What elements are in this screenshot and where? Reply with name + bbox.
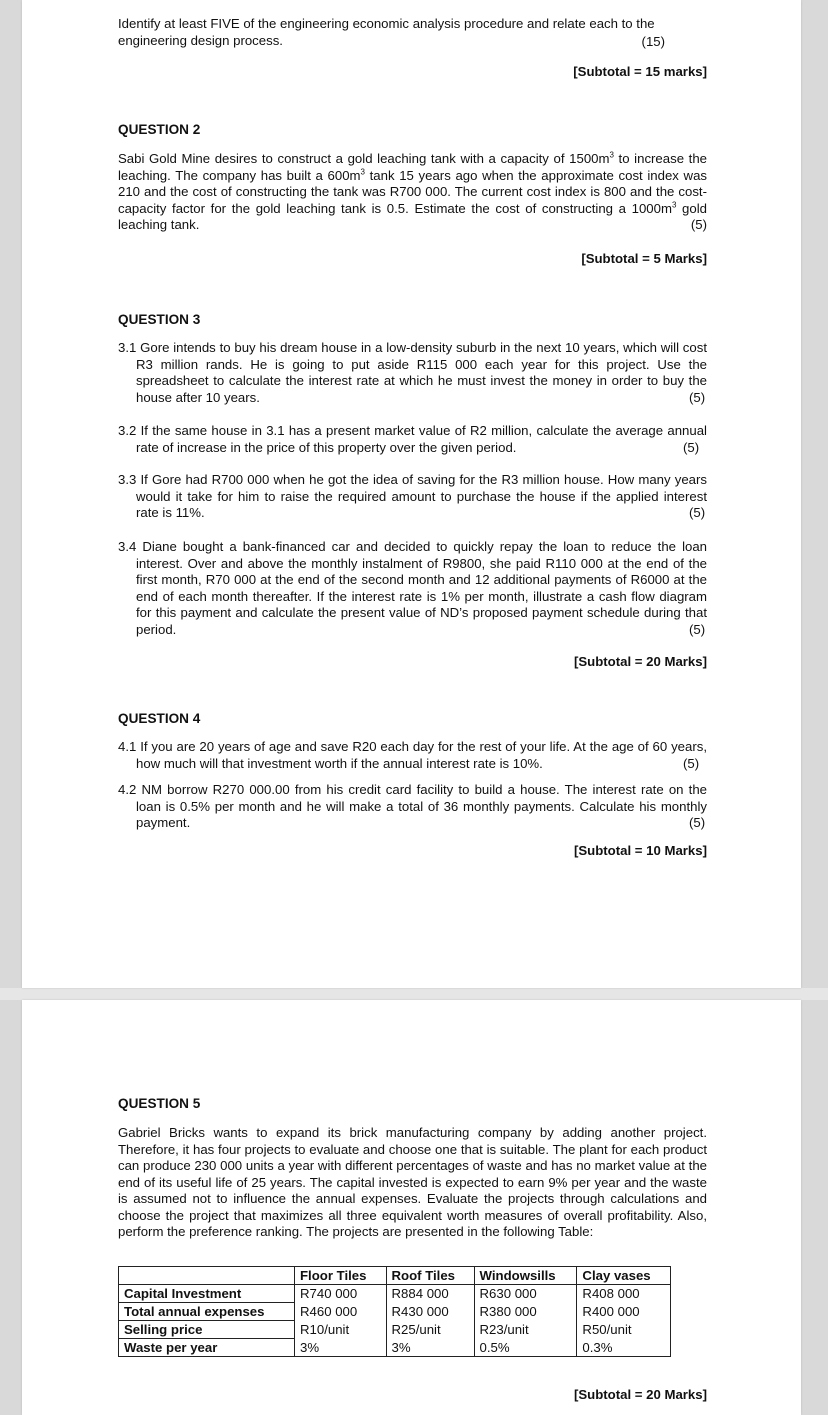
table-cell: 3% [295, 1339, 387, 1357]
question-1-mark-row [118, 34, 707, 51]
table-cell: R380 000 [474, 1303, 577, 1321]
question-5-text: Gabriel Bricks wants to expand its brick manufacturing company by adding another project. Therefore, it has four projects to evaluate and choose one that is suitable. The plant for each product can produce 230 000 units a year with different percentages of waste and has no market value at the end of its useful life of 25 years. The capital invested is expected to earn 9% per year and the waste is assumed not to influence the annual expenses. Evaluate the projects through calculations and choose the project that maximizes all three equivalent worth measures of overall profitability. Also, perform the preference ranking. The projects are presented in the following Table: [118, 1125, 707, 1239]
question-4-item-2: 4.2 NM borrow R270 000.00 from his credit card facility to build a house. The interest rate on the loan is 0.5% per month and he will make a total of 36 monthly payments. Calculate his monthly payment. (5) [118, 782, 707, 830]
table-row-label: Total annual expenses [119, 1303, 295, 1321]
table-cell: R740 000 [295, 1285, 387, 1303]
document-page-1 [22, 0, 801, 988]
question-3-item-4: 3.4 Diane bought a bank-financed car and decided to quickly repay the loan to reduce the loan interest. Over and above the monthly instalment of R9800, she paid R110 000 at the end of the first month, R70 000 at the end of the second month and 12 additional payments of R6000 at the end of each month thereafter. If the interest rate is 1% per month, illustrate a cash flow diagram for this payment and calculate the present value of ND’s proposed payment schedule during that period. (5) [118, 539, 707, 637]
projects-table [118, 1266, 671, 1357]
question-2-subtotal: [Subtotal = 5 Marks] [581, 251, 707, 266]
question-5-heading: QUESTION 5 [118, 1096, 201, 1111]
table-cell: 3% [386, 1339, 474, 1357]
page-separator [0, 988, 828, 1000]
question-3-subtotal: [Subtotal = 20 Marks] [573, 654, 707, 669]
table-cell: R460 000 [295, 1303, 387, 1321]
table-cell: R50/unit [577, 1321, 671, 1339]
table-cell: R400 000 [577, 1303, 671, 1321]
question-4-item-1: 4.1 If you are 20 years of age and save R20 each day for the rest of your life. At the age of 60 years, how much will that investment worth if the annual interest rate is 10%. (5) [118, 739, 707, 771]
document-page-2 [22, 1000, 801, 1415]
table-cell: R10/unit [295, 1321, 387, 1339]
table-column-header: Windowsills [474, 1267, 577, 1285]
question-4-subtotal: [Subtotal = 10 Marks] [573, 843, 707, 858]
question-2-mark: (5) [690, 217, 707, 232]
question-1-text: Identify at least FIVE of the engineering economic analysis procedure and relate each to the engineering design process. [118, 16, 655, 48]
table-row [119, 1321, 671, 1339]
table-cell: R25/unit [386, 1321, 474, 1339]
table-cell: R408 000 [577, 1285, 671, 1303]
table-column-header: Roof Tiles [386, 1267, 474, 1285]
table-row-label: Waste per year [119, 1339, 295, 1357]
table-column-header: Clay vases [577, 1267, 671, 1285]
question-2-body [118, 151, 707, 234]
table-row-label: Capital Investment [119, 1285, 295, 1303]
question-3-heading: QUESTION 3 [118, 312, 201, 327]
table-row-label: Selling price [119, 1321, 295, 1339]
table-row [119, 1303, 671, 1321]
table-cell: R630 000 [474, 1285, 577, 1303]
question-2-text: Sabi Gold Mine desires to construct a gold leaching tank with a capacity of $1500m^3$ to increase the leaching. The company has built a $600m^3$ tank 15 years ago when the approximate cost index was 210 and the cost of constructing the tank was R700 000. The current cost index is 800 and the cost-capacity factor for the gold leaching tank is 0.5. Estimate the cost of constructing a $1000m^3$ gold leaching tank. (5) [118, 150, 707, 232]
table-row [119, 1285, 671, 1303]
question-5-body [118, 1125, 707, 1241]
question-1-subtotal: [Subtotal = 15 marks] [573, 64, 707, 79]
question-4-heading: QUESTION 4 [118, 711, 201, 726]
table-header-row [119, 1267, 671, 1285]
table-cell: 0.5% [474, 1339, 577, 1357]
question-3-item-1: 3.1 Gore intends to buy his dream house in a low-density suburb in the next 10 years, which will cost R3 million rands. He is going to put aside R115 000 each year for this project. Use the spreadsheet to calculate the interest rate at which he must invest the money in order to buy the house after 10 years. (5) [118, 340, 707, 405]
table-cell: R884 000 [386, 1285, 474, 1303]
question-3-item-2: 3.2 If the same house in 3.1 has a present market value of R2 million, calculate the average annual rate of increase in the price of this property over the given period. (5) [118, 423, 707, 455]
question-2-heading: QUESTION 2 [118, 122, 201, 137]
table-cell: R430 000 [386, 1303, 474, 1321]
question-1-mark: (15) [641, 34, 665, 49]
table-cell: 0.3% [577, 1339, 671, 1357]
question-5-subtotal: [Subtotal = 20 Marks] [573, 1387, 707, 1402]
table-corner-cell [119, 1267, 295, 1285]
table-column-header: Floor Tiles [295, 1267, 387, 1285]
table-row [119, 1339, 671, 1357]
table-cell: R23/unit [474, 1321, 577, 1339]
question-3-item-3: 3.3 If Gore had R700 000 when he got the idea of saving for the R3 million house. How many years would it take for him to raise the required amount to purchase the house if the applied interest rate is 11%. (5) [118, 472, 707, 520]
